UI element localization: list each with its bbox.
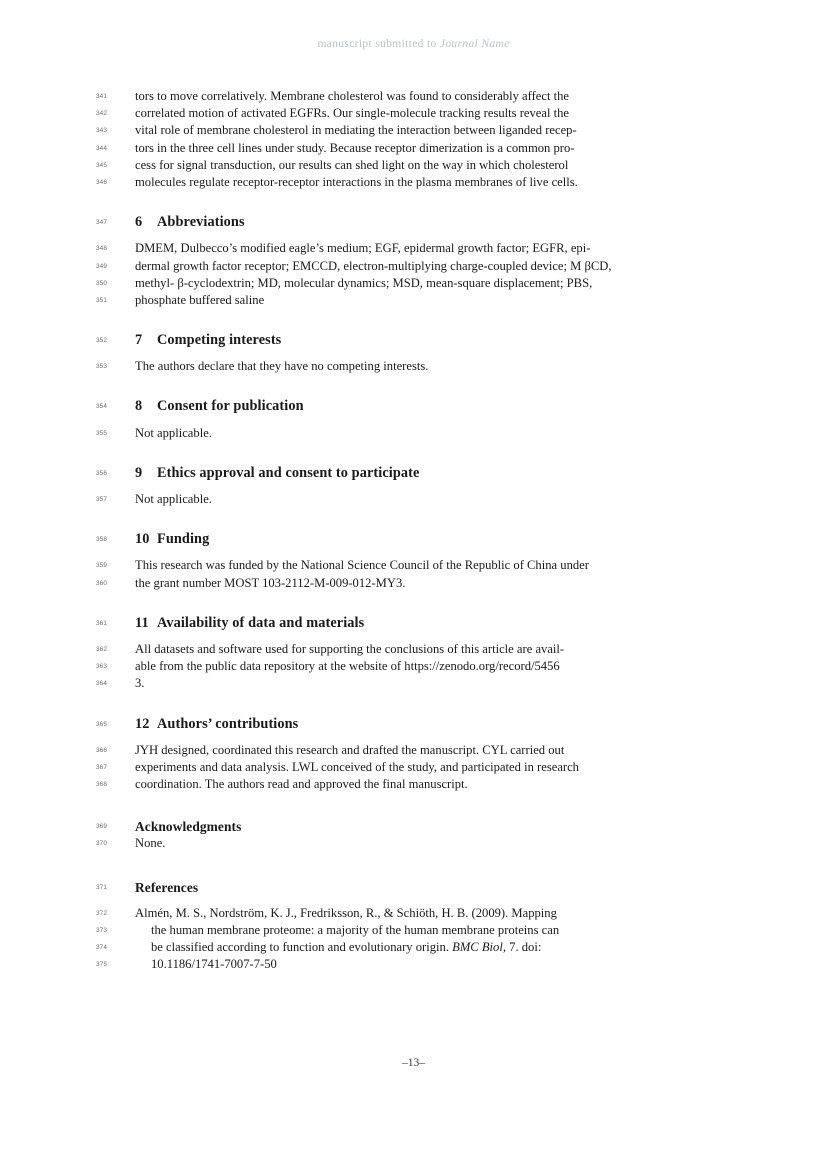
line-text: experiments and data analysis. LWL conceived of the study, and participated in research (135, 759, 579, 774)
line-text: tors to move correlatively. Membrane cholesterol was found to considerably affect the (135, 89, 569, 103)
text-line (0, 675, 827, 692)
line-text: able from the public data repository at the website of https://zenodo.org/record/5456 (135, 659, 560, 674)
spacer (0, 853, 827, 879)
line-text: All datasets and software used for supporting the conclusions of this article are avail- (135, 641, 565, 656)
text-line (0, 174, 827, 191)
heading-text (135, 465, 680, 482)
line-number: 370 (96, 840, 107, 848)
line-text (151, 956, 680, 973)
line-number: 358 (96, 536, 107, 544)
line-number: 353 (96, 363, 107, 371)
section-heading-funding (0, 531, 827, 548)
line-number: 360 (96, 579, 107, 587)
section-title: Ethics approval and consent to participate (157, 464, 420, 481)
line-text (135, 905, 680, 922)
section-number: 8 (135, 398, 143, 415)
text-line (0, 905, 827, 922)
ref-text-pre: the human membrane proteome: a majority of the human membrane proteins can (151, 923, 560, 937)
section-title: Competing interests (157, 332, 282, 349)
line-number: 375 (96, 961, 107, 969)
section-heading-references (0, 879, 827, 896)
text-line (0, 939, 827, 956)
line-number: 368 (96, 781, 107, 789)
text-line (0, 759, 827, 776)
section-heading-acknowledgments (0, 818, 827, 835)
text-line (0, 956, 827, 973)
line-text: tors in the three cell lines under study. Because receptor dimerization is a common pro- (135, 140, 575, 155)
text-line (0, 922, 827, 939)
spacer (0, 896, 827, 905)
heading-text: Acknowledgments (135, 819, 242, 835)
running-header-prefix: manuscript submitted to (317, 38, 440, 50)
spacer (0, 632, 827, 641)
line-number: 348 (96, 245, 107, 253)
section-title: Availability of data and materials (157, 614, 365, 631)
text-line (0, 122, 827, 139)
line-number: 372 (96, 909, 107, 917)
line-number: 357 (96, 496, 107, 503)
line-number: 352 (96, 337, 107, 345)
spacer (0, 508, 827, 531)
paragraph-funding (0, 557, 827, 591)
section-number: 6 (135, 214, 143, 231)
spacer (0, 548, 827, 557)
heading-text (135, 398, 680, 415)
line-text: correlated motion of activated EGFRs. Our single-molecule tracking results reveal the (135, 106, 569, 121)
heading-text: References (135, 879, 199, 895)
text-line (0, 641, 827, 658)
line-text: DMEM, Dulbecco’s modified eagle’s medium; EGF, epidermal growth factor; EGFR, epi- (135, 241, 591, 256)
section-heading-availability (0, 615, 827, 632)
text-line (0, 292, 827, 309)
heading-text (135, 615, 680, 632)
ref-text-pre: Almén, M. S., Nordström, K. J., Fredriksson, R., & Schiöth, H. B. (2009). Mapping (135, 905, 557, 920)
section-title: Authors’ contributions (157, 715, 299, 732)
line-number: 345 (96, 161, 107, 169)
line-number: 365 (96, 720, 107, 728)
spacer (0, 309, 827, 332)
spacer (0, 191, 827, 214)
line-number: 347 (96, 219, 107, 227)
line-text: None. (135, 836, 166, 851)
line-number: 354 (96, 403, 107, 411)
line-text: JYH designed, coordinated this research and drafted the manuscript. CYL carried out (135, 742, 565, 757)
line-text: coordination. The authors read and approved the final manuscript. (135, 777, 468, 792)
line-text: methyl- β-cyclodextrin; MD, molecular dynamics; MSD, mean-square displacement; PBS, (135, 275, 593, 290)
line-number: 366 (96, 746, 107, 754)
section-title: Funding (157, 531, 210, 548)
line-number: 344 (96, 144, 107, 152)
paragraph-abbreviations (0, 240, 827, 309)
line-number: 373 (96, 927, 107, 934)
section-heading-abbreviations (0, 214, 827, 231)
reference-entry (0, 905, 827, 974)
section-heading-consent-for-publication (0, 398, 827, 415)
text-line (0, 491, 827, 508)
spacer (0, 416, 827, 425)
line-number: 363 (96, 663, 107, 671)
spacer (0, 349, 827, 358)
section-number: 9 (135, 464, 143, 481)
text-line (0, 742, 827, 759)
heading-text (135, 214, 680, 231)
spacer (0, 793, 827, 818)
spacer (0, 733, 827, 742)
line-text: phosphate buffered saline (135, 292, 265, 307)
heading-text (135, 716, 680, 733)
section-number: 10 (135, 531, 150, 548)
line-number: 369 (96, 823, 107, 831)
line-text: This research was funded by the National Science Council of the Republic of China under (135, 558, 589, 573)
line-text (151, 922, 680, 939)
line-text: cess for signal transduction, our results can shed light on the way in which cholesterol (135, 157, 569, 172)
line-number: 341 (96, 93, 107, 100)
text-line (0, 88, 827, 105)
line-text: Not applicable. (135, 425, 212, 440)
section-number: 11 (135, 614, 149, 631)
spacer (0, 693, 827, 716)
line-number: 346 (96, 178, 107, 186)
text-line (0, 140, 827, 157)
ref-text-post: , 7. doi: (502, 940, 542, 955)
line-number: 374 (96, 944, 107, 952)
line-number: 355 (96, 429, 107, 437)
line-text: molecules regulate receptor-receptor interactions in the plasma membranes of live cells. (135, 174, 578, 189)
section-heading-authors-contributions (0, 716, 827, 733)
line-number: 362 (96, 645, 107, 653)
line-number: 349 (96, 262, 107, 270)
section-heading-competing-interests (0, 332, 827, 349)
section-heading-ethics-approval (0, 465, 827, 482)
line-text: The authors declare that they have no competing interests. (135, 359, 429, 374)
text-line (0, 358, 827, 375)
page-number: –13– (402, 1057, 425, 1069)
line-number: 356 (96, 469, 107, 477)
line-number: 351 (96, 296, 107, 304)
line-number: 359 (96, 562, 107, 570)
heading-text (135, 332, 680, 349)
text-line (0, 557, 827, 574)
line-text: dermal growth factor receptor; EMCCD, electron-multiplying charge-coupled device; M βCD, (135, 258, 612, 273)
line-text: 3. (135, 676, 145, 691)
spacer (0, 442, 827, 465)
section-title: Abbreviations (157, 214, 245, 231)
spacer (0, 592, 827, 615)
paragraph-continued (0, 88, 827, 191)
line-text: the grant number MOST 103-2112-M-009-012-MY3. (135, 575, 406, 590)
section-title: Consent for publication (157, 398, 304, 415)
ref-text-italic: BMC Biol (452, 940, 503, 955)
running-header-journal-name: Journal Name (439, 38, 510, 50)
text-line (0, 258, 827, 275)
section-number: 12 (135, 715, 150, 732)
spacer (0, 375, 827, 398)
running-header (0, 38, 827, 50)
section-number: 7 (135, 332, 143, 349)
text-line (0, 776, 827, 793)
line-number: 364 (96, 680, 107, 688)
line-number: 371 (96, 883, 107, 891)
text-line (0, 425, 827, 442)
spacer (0, 482, 827, 491)
line-number: 367 (96, 763, 107, 771)
line-number: 361 (96, 619, 107, 627)
line-number: 350 (96, 279, 107, 287)
heading-text (135, 531, 680, 548)
line-text: vital role of membrane cholesterol in mediating the interaction between liganded recep- (135, 123, 577, 138)
text-line (0, 240, 827, 257)
text-line (0, 658, 827, 675)
line-number: 342 (96, 110, 107, 118)
line-number: 343 (96, 127, 107, 135)
spacer (0, 231, 827, 240)
ref-text-pre: 10.1186/1741-7007-7-50 (151, 957, 277, 972)
paragraph-availability (0, 641, 827, 693)
text-column (0, 88, 827, 974)
text-line (0, 835, 827, 852)
text-line (0, 575, 827, 592)
ref-text-pre: be classified according to function and evolutionary origin. (151, 940, 453, 955)
text-line (0, 105, 827, 122)
text-line (0, 157, 827, 174)
paragraph-authors-contributions (0, 742, 827, 794)
line-text: Not applicable. (135, 492, 212, 506)
text-line (0, 275, 827, 292)
line-text (151, 939, 680, 956)
